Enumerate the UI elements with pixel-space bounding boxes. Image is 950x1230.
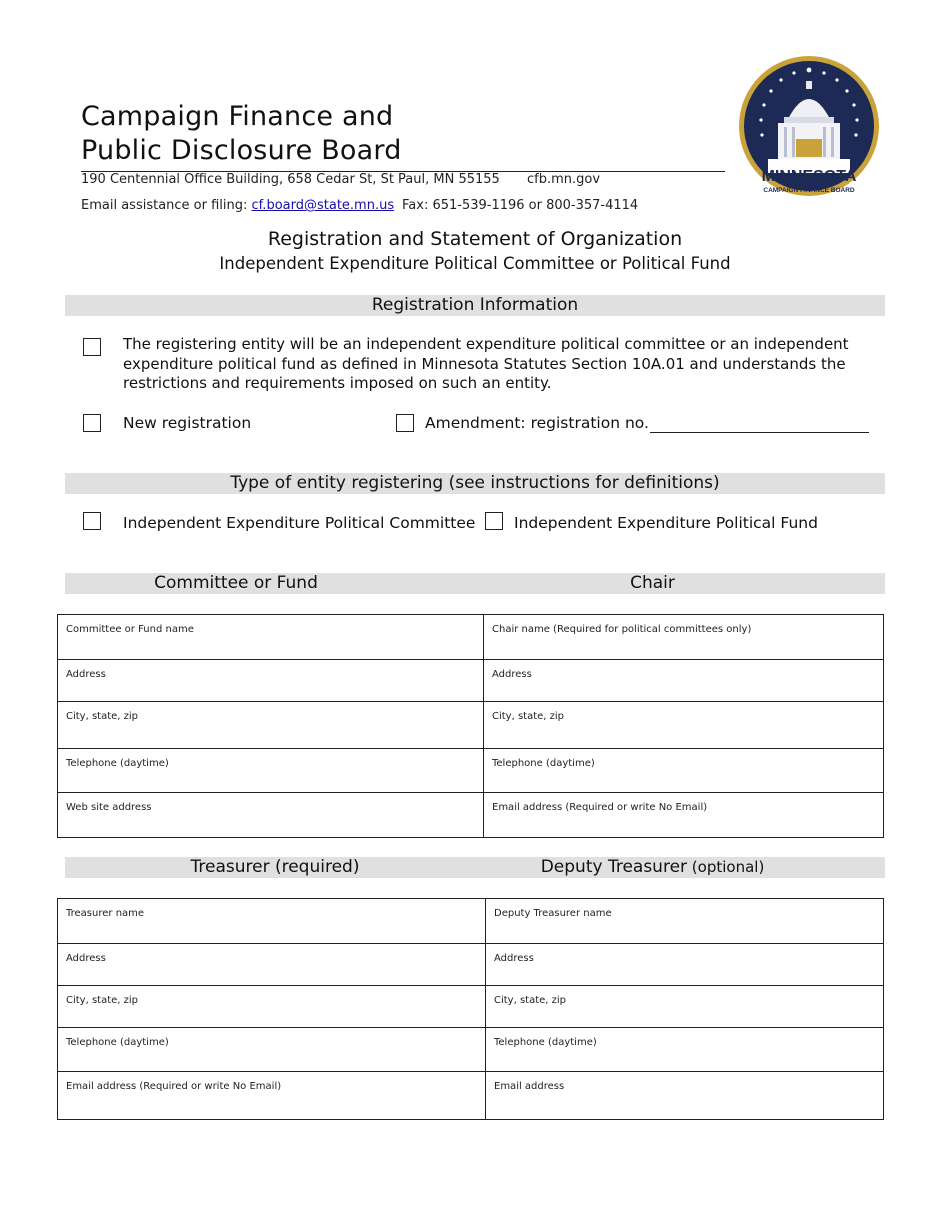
board-seal-logo [738, 55, 880, 203]
treasurer-email-field[interactable]: Email address (Required or write No Email) [58, 1072, 486, 1120]
section-bar-treasurer [65, 857, 885, 878]
chair-telephone-field[interactable]: Telephone (daytime) [484, 749, 884, 793]
deputy-treasurer-telephone-field[interactable]: Telephone (daytime) [486, 1028, 884, 1072]
treasurer-telephone-field[interactable]: Telephone (daytime) [58, 1028, 486, 1072]
org-title-line1: Campaign Finance and [81, 101, 394, 132]
chair-name-field[interactable]: Chair name (Required for political committees only) [484, 615, 884, 660]
fund-label: Independent Expenditure Political Fund [514, 514, 818, 532]
committee-website-field[interactable]: Web site address [58, 793, 484, 838]
treasurer-name-field[interactable]: Treasurer name [58, 899, 486, 944]
new-registration-label: New registration [123, 414, 252, 432]
capitol-dome-icon [738, 55, 880, 203]
treasurer-city-field[interactable]: City, state, zip [58, 986, 486, 1028]
chair-address-field[interactable]: Address [484, 660, 884, 702]
fund-checkbox[interactable] [485, 512, 503, 530]
email-line [81, 198, 394, 213]
chair-city-field[interactable]: City, state, zip [484, 702, 884, 749]
deputy-treasurer-email-field[interactable]: Email address [486, 1072, 884, 1120]
deputy-treasurer-heading [495, 857, 810, 878]
deputy-treasurer-note: (optional) [687, 858, 765, 876]
form-title: Registration and Statement of Organization [267, 228, 683, 250]
committee-name-field[interactable]: Committee or Fund name [58, 615, 484, 660]
fax-text: Fax: 651-539-1196 or 800-357-4114 [402, 198, 639, 213]
committee-heading: Committee or Fund [154, 573, 318, 593]
amendment-checkbox[interactable] [396, 414, 414, 432]
office-address: 190 Centennial Office Building, 658 Cedar St, St Paul, MN 55155 [81, 172, 500, 187]
logo-wordmark: MINNESOTA [761, 168, 857, 185]
section-bar-entity-type [65, 473, 885, 494]
deputy-treasurer-name-field[interactable]: Deputy Treasurer name [486, 899, 884, 944]
committee-city-field[interactable]: City, state, zip [58, 702, 484, 749]
section-heading: Type of entity registering (see instructions for definitions) [230, 473, 720, 493]
treasurer-address-field[interactable]: Address [58, 944, 486, 986]
email-link[interactable]: cf.board@state.mn.us [251, 198, 395, 213]
section-heading: Registration Information [371, 295, 579, 315]
chair-heading: Chair [630, 573, 675, 593]
email-label: Email assistance or filing: [81, 198, 252, 213]
committee-chair-table [57, 614, 884, 838]
deputy-treasurer-address-field[interactable]: Address [486, 944, 884, 986]
deputy-treasurer-city-field[interactable]: City, state, zip [486, 986, 884, 1028]
registration-number-input[interactable] [650, 432, 869, 433]
org-title [81, 100, 402, 168]
committee-checkbox[interactable] [83, 512, 101, 530]
committee-address-field[interactable]: Address [58, 660, 484, 702]
website-text: cfb.mn.gov [527, 172, 601, 187]
chair-email-field[interactable]: Email address (Required or write No Email) [484, 793, 884, 838]
amendment-label: Amendment: registration no. [425, 414, 649, 432]
new-registration-checkbox[interactable] [83, 414, 101, 432]
acknowledgement-text: The registering entity will be an independent expenditure political committee or an independent expenditure political fund as defined in Minnesota Statutes Section 10A.01 and understands the restrictions and requirements imposed on such an entity. [123, 335, 849, 392]
deputy-treasurer-title: Deputy Treasurer [540, 857, 688, 877]
committee-telephone-field[interactable]: Telephone (daytime) [58, 749, 484, 793]
section-bar-registration [65, 295, 885, 316]
treasurer-heading: Treasurer (required) [190, 857, 360, 877]
logo-subtext: CAMPAIGN FINANCE BOARD [763, 187, 855, 194]
committee-label: Independent Expenditure Political Committee [123, 514, 476, 532]
section-bar-committee-chair [65, 573, 885, 594]
treasurer-table [57, 898, 884, 1120]
form-subtitle: Independent Expenditure Political Committee or Political Fund [219, 254, 731, 273]
org-title-line2: Public Disclosure Board [81, 135, 402, 166]
acknowledge-checkbox[interactable] [83, 338, 101, 356]
